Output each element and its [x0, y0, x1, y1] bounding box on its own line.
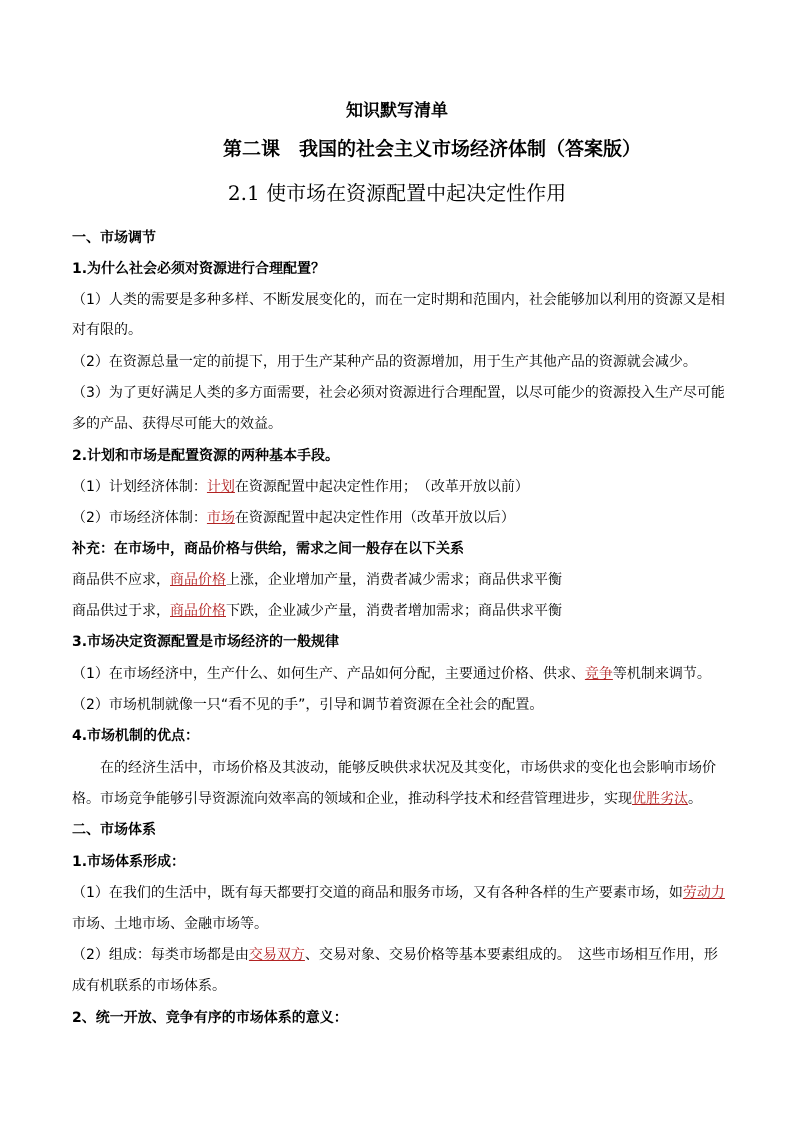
answer-text: 计划 [206, 479, 235, 495]
q1-paragraph-2: （2）在资源总量一定的前提下，用于生产某种产品的资源增加，用于生产其他产品的资源就会减少。 [72, 354, 697, 370]
s2-q1-paragraph-1 [72, 883, 732, 903]
supplement-row-2 [72, 601, 732, 621]
text: 在资源配置中起决定性作用； （改革开放以前） [234, 479, 529, 495]
question-1-title: 1.为什么社会必须对资源进行合理配置？ [72, 261, 326, 277]
s2-q1-paragraph-1-cont: 市场、土地市场、金融市场等。 [72, 916, 268, 932]
s2-q1-paragraph-2-cont: 成有机联系的市场体系。 [72, 978, 226, 994]
lesson-title: 第二课 我国的社会主义市场经济体制（答案版） [222, 138, 641, 160]
text: 上涨，企业增加产量，消费者减少需求；商品供求平衡 [226, 572, 562, 588]
answer-text: 商品价格 [170, 603, 226, 619]
text: 在资源配置中起决定性作用（改革开放以后） [234, 510, 515, 526]
page-title: 知识默写清单 [346, 101, 448, 121]
text: （1）在我们的生活中，既有每天都要打交道的商品和服务市场，又有各种各样的生产要素市场，如 [72, 885, 683, 901]
question-4-title: 4.市场机制的优点： [72, 728, 200, 744]
text: 商品供过于求， [72, 603, 170, 619]
s2-question-2-title: 2、统一开放、竞争有序的市场体系的意义： [72, 1010, 348, 1026]
answer-text: 交易双方 [248, 947, 305, 963]
supplement-row-1 [72, 570, 732, 590]
answer-text: 商品价格 [170, 572, 226, 588]
section-heading-market-regulation: 一、市场调节 [72, 230, 156, 246]
s2-q1-paragraph-2 [72, 945, 732, 965]
text: （1）在市场经济中，生产什么、如何生产、产品如何分配，主要通过价格、供求、 [72, 666, 585, 682]
s2-question-1-title: 1.市场体系形成： [72, 854, 186, 870]
supplement-title: 补充：在市场中，商品价格与供给，需求之间一般存在以下关系 [72, 541, 464, 557]
text: 商品供不应求， [72, 572, 170, 588]
q4-paragraph-cont [72, 789, 732, 809]
q3-paragraph-2: （2）市场机制就像一只“看不见的手”，引导和调节着资源在全社会的配置。 [72, 697, 544, 713]
answer-text: 竞争 [584, 666, 613, 682]
text: 、交易对象、交易价格等基本要素组成的。 这些市场相互作用，形 [304, 947, 718, 963]
answer-text: 劳动力 [682, 885, 725, 901]
q1-paragraph-3: （3）为了更好满足人类的多方面需要，社会必须对资源进行合理配置，以尽可能少的资源投入生产尽可能 [72, 385, 725, 401]
answer-text: 优胜劣汰 [632, 791, 688, 807]
text: （2）组成：每类市场都是由 [72, 947, 249, 963]
q1-paragraph-1: （1）人类的需要是多种多样、不断发展变化的，而在一定时期和范围内，社会能够加以利用的资源又是相 [72, 292, 725, 308]
q1-paragraph-1-cont: 对有限的。 [72, 322, 142, 338]
q3-paragraph-1 [72, 664, 732, 684]
answer-text: 市场 [206, 510, 235, 526]
q1-paragraph-3-cont: 多的产品、获得尽可能大的效益。 [72, 416, 282, 432]
text: 等机制来调节。 [612, 666, 711, 682]
q2-market-economy [72, 508, 732, 528]
section-heading-market-system: 二、市场体系 [72, 822, 156, 838]
q4-paragraph: 在的经济生活中，市场价格及其波动，能够反映供求状况及其变化，市场供求的变化也会影响市场价 [100, 760, 716, 776]
question-2-title: 2.计划和市场是配置资源的两种基本手段。 [72, 448, 340, 464]
text: 。 [688, 791, 702, 807]
label: （2）市场经济体制： [72, 510, 207, 526]
section-title: 2.1 使市场在资源配置中起决定性作用 [227, 181, 567, 205]
text: 格。市场竞争能够引导资源流向效率高的领域和企业，推动科学技术和经营管理进步，实现 [72, 791, 632, 807]
q2-planned-economy [72, 477, 732, 497]
label: （1）计划经济体制： [72, 479, 207, 495]
question-3-title: 3.市场决定资源配置是市场经济的一般规律 [72, 634, 340, 650]
text: 下跌，企业减少产量，消费者增加需求；商品供求平衡 [226, 603, 562, 619]
